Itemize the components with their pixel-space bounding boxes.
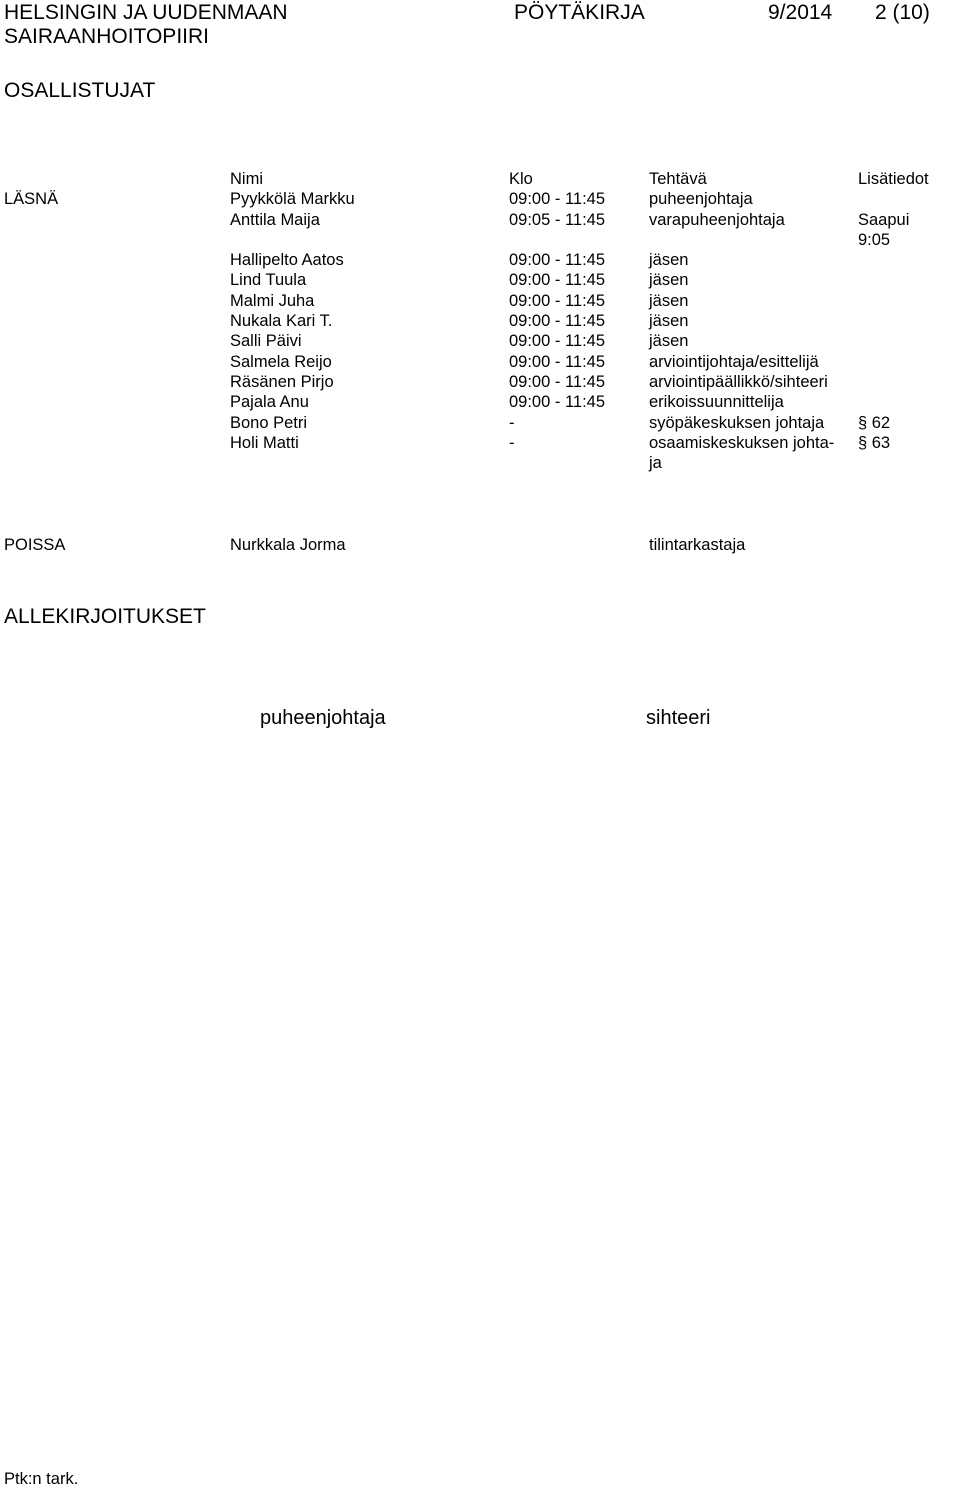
- table-row: [4, 392, 958, 412]
- participant-name: Holi Matti: [230, 433, 299, 452]
- present-label: LÄSNÄ: [4, 190, 59, 209]
- participant-info: [858, 392, 958, 412]
- participant-role: jäsen: [649, 332, 689, 351]
- participant-role: jäsen: [649, 312, 689, 331]
- participant-time: 09:00 - 11:45: [509, 271, 606, 290]
- participant-role: erikoissuunnittelija: [649, 393, 784, 412]
- participant-info: [858, 189, 958, 209]
- participant-info: [858, 210, 958, 251]
- table-row: [4, 189, 958, 209]
- participant-name: Anttila Maija: [230, 210, 320, 229]
- table-row: [4, 433, 958, 474]
- participant-time: 09:00 - 11:45: [509, 352, 606, 371]
- participant-info: § 62: [858, 413, 891, 432]
- table-row: [4, 270, 958, 290]
- table-row: [4, 250, 958, 270]
- participant-info: [858, 270, 958, 290]
- participant-time: 09:00 - 11:45: [509, 190, 606, 209]
- table-row: [4, 331, 958, 351]
- organization-name: HELSINGIN JA UUDENMAAN: [4, 1, 288, 24]
- absent-name: Nurkkala Jorma: [230, 536, 346, 554]
- signature-chair-label: puheenjohtaja: [260, 707, 386, 729]
- participant-name: Bono Petri: [230, 413, 308, 432]
- participant-name: Pajala Anu: [230, 393, 309, 412]
- participant-time: -: [509, 433, 515, 452]
- participant-role: syöpäkeskuksen johtaja: [649, 413, 825, 432]
- participants-table: [4, 169, 958, 473]
- participant-name: Nukala Kari T.: [230, 312, 333, 331]
- participant-role: arviointijohtaja/esittelijä: [649, 352, 819, 371]
- participant-time: -: [509, 413, 515, 432]
- table-header-row: [4, 169, 958, 189]
- participant-role: jäsen: [649, 271, 689, 290]
- participant-role: puheenjohtaja: [649, 190, 753, 209]
- minutes-check-label: Ptk:n tark.: [4, 1470, 79, 1488]
- participant-role: varapuheenjohtaja: [649, 210, 785, 229]
- participant-info: [858, 311, 958, 331]
- participant-time: 09:00 - 11:45: [509, 393, 606, 412]
- signature-secretary-label: sihteeri: [646, 707, 711, 729]
- participant-time: 09:00 - 11:45: [509, 291, 606, 310]
- page-number: 2 (10): [875, 1, 930, 24]
- column-header-info: Lisätiedot: [858, 170, 929, 188]
- participant-time: 09:00 - 11:45: [509, 332, 606, 351]
- participant-info-line1: Saapui: [858, 210, 910, 229]
- document-type: PÖYTÄKIRJA: [514, 1, 645, 24]
- participant-time: 09:00 - 11:45: [509, 372, 606, 391]
- participants-title: OSALLISTUJAT: [4, 79, 156, 102]
- table-row: [4, 372, 958, 392]
- column-header-role: Tehtävä: [649, 170, 707, 188]
- participant-name: Malmi Juha: [230, 291, 315, 310]
- participant-info: [858, 331, 958, 351]
- absent-role: tilintarkastaja: [649, 536, 746, 554]
- participant-name: Räsänen Pirjo: [230, 372, 334, 391]
- table-row: [4, 352, 958, 372]
- participant-name: Salmela Reijo: [230, 352, 332, 371]
- participant-info: [858, 291, 958, 311]
- participant-name: Lind Tuula: [230, 271, 307, 290]
- participant-role: jäsen: [649, 251, 689, 270]
- participant-name: Hallipelto Aatos: [230, 251, 344, 270]
- participant-time: 09:00 - 11:45: [509, 312, 606, 331]
- participant-name: Salli Päivi: [230, 332, 302, 351]
- participant-time: 09:05 - 11:45: [509, 210, 606, 229]
- column-header-name: Nimi: [230, 170, 263, 188]
- participant-info: [858, 352, 958, 372]
- table-row: [4, 291, 958, 311]
- table-row: [4, 311, 958, 331]
- participant-info-line2: 9:05: [858, 230, 891, 249]
- participant-role: [649, 433, 858, 474]
- participant-info: [858, 372, 958, 392]
- absent-label: POISSA: [4, 536, 66, 554]
- participant-time: 09:00 - 11:45: [509, 251, 606, 270]
- document-number: 9/2014: [768, 1, 833, 24]
- organization-name-line2: SAIRAANHOITOPIIRI: [4, 25, 209, 48]
- signatures-title: ALLEKIRJOITUKSET: [4, 605, 206, 628]
- table-row: [4, 413, 958, 433]
- participant-role-line1: osaamiskeskuksen johta-: [649, 433, 835, 452]
- participant-role-line2: ja: [649, 454, 662, 473]
- participant-role: jäsen: [649, 291, 689, 310]
- participant-info: [858, 250, 958, 270]
- participant-info: § 63: [858, 433, 891, 452]
- column-header-time: Klo: [509, 170, 533, 188]
- participant-role: arviointipäällikkö/sihteeri: [649, 372, 828, 391]
- participant-name: Pyykkölä Markku: [230, 190, 355, 209]
- table-row: [4, 210, 958, 251]
